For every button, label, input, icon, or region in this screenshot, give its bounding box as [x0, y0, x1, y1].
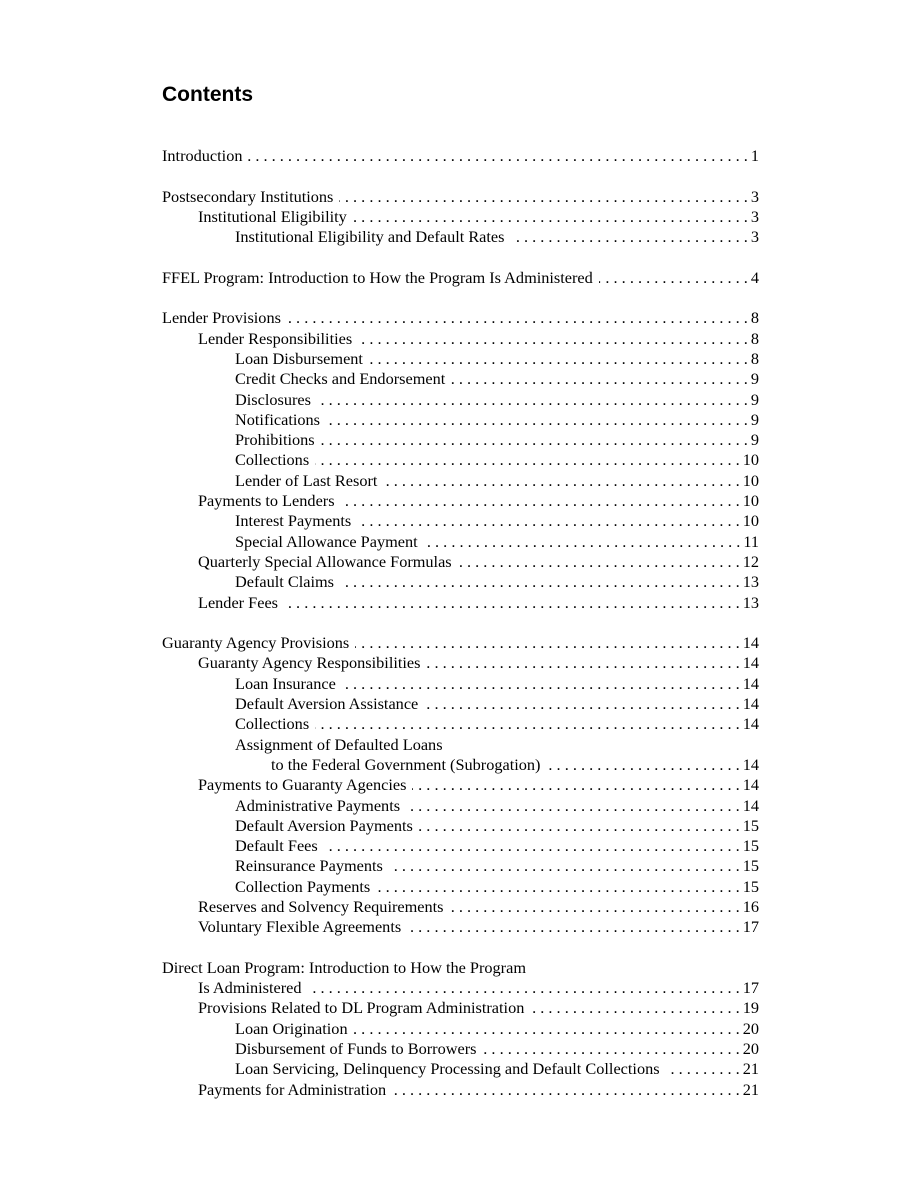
toc-entry	[162, 329, 759, 349]
toc-entry-page-number: 15	[742, 876, 759, 896]
toc-entry-title: Default Aversion Payments	[235, 815, 413, 835]
dot-leader	[376, 877, 740, 897]
toc-entry-page-number: 8	[750, 348, 759, 368]
toc-entry	[162, 532, 759, 552]
dot-leader	[458, 552, 740, 572]
dot-leader	[426, 653, 739, 673]
toc-entry	[162, 755, 759, 775]
dot-leader	[357, 511, 740, 531]
toc-entry	[162, 917, 759, 937]
toc-entry	[162, 369, 759, 389]
toc-entry-title: Credit Checks and Endorsement	[235, 369, 446, 389]
toc-entry-page-number: 14	[742, 754, 759, 774]
toc-entry	[162, 877, 759, 897]
toc-entry	[162, 227, 759, 247]
toc-entry	[162, 491, 759, 511]
toc-entry-page-number: 10	[742, 450, 759, 470]
dot-leader	[482, 1039, 739, 1059]
dot-leader	[406, 796, 740, 816]
toc-entry-title: Lender Fees	[198, 592, 279, 612]
toc-entry	[162, 430, 759, 450]
toc-entry-title: Special Allowance Payment	[235, 531, 418, 551]
toc-entry-title: Default Fees	[235, 836, 318, 856]
toc-entry-title: Collections	[235, 714, 310, 734]
dot-leader	[546, 755, 739, 775]
toc-entry-title: FFEL Program: Introduction to How the Program Is Administered	[162, 267, 593, 287]
dot-leader	[424, 694, 739, 714]
toc-entry-page-number: 15	[742, 836, 759, 856]
dot-leader	[342, 674, 740, 694]
toc-entry	[162, 410, 759, 430]
toc-entry-title: Quarterly Special Allowance Formulas	[198, 551, 452, 571]
toc-entry	[162, 511, 759, 531]
toc-entry	[162, 593, 759, 613]
toc-entry-title: Lender of Last Resort	[235, 470, 378, 490]
dot-leader	[355, 633, 740, 653]
toc-entry-title: Institutional Eligibility and Default Rates	[235, 227, 505, 247]
toc-entry-title: Postsecondary Institutions	[162, 186, 334, 206]
toc-entry	[162, 552, 759, 572]
dot-leader	[450, 897, 740, 917]
toc-entry-page-number: 15	[742, 856, 759, 876]
toc-entry-title: Disbursement of Funds to Borrowers	[235, 1039, 477, 1059]
toc-entry	[162, 146, 759, 166]
toc-entry-page-number: 3	[750, 206, 759, 226]
toc-entry-page-number: 4	[750, 267, 759, 287]
toc-entry-title: Lender Responsibilities	[198, 328, 353, 348]
toc-entry-title: Payments to Guaranty Agencies	[198, 775, 407, 795]
toc-entry-title: Is Administered	[198, 978, 302, 998]
toc-entry	[162, 349, 759, 369]
dot-leader	[340, 572, 740, 592]
toc-entry	[162, 978, 759, 998]
dot-leader	[339, 187, 747, 207]
toc-entry	[162, 1019, 759, 1039]
toc-entry-title: Payments for Administration	[198, 1079, 387, 1099]
toc-entry	[162, 816, 759, 836]
dot-leader	[599, 268, 748, 288]
toc-entry-page-number: 20	[742, 1018, 759, 1038]
toc-entry-title: Guaranty Agency Provisions	[162, 633, 350, 653]
dot-leader	[407, 917, 740, 937]
toc-entry-title: Payments to Lenders	[198, 491, 335, 511]
toc-entry	[162, 308, 759, 328]
toc-entry-title: Voluntary Flexible Agreements	[198, 917, 402, 937]
toc-entry	[162, 897, 759, 917]
toc-entry-page-number: 14	[742, 694, 759, 714]
toc-entry-title: Loan Insurance	[235, 673, 336, 693]
dot-leader	[451, 369, 748, 389]
toc-entry-page-number: 9	[750, 409, 759, 429]
toc-entry-title: Collections	[235, 450, 310, 470]
toc-entry-title: Collection Payments	[235, 876, 371, 896]
toc-entry-title: to the Federal Government (Subrogation)	[271, 754, 541, 774]
toc-entry-title: Loan Disbursement	[235, 348, 363, 368]
toc-entry	[162, 958, 759, 978]
toc-entry-title: Prohibitions	[235, 430, 315, 450]
toc-entry-title: Default Claims	[235, 572, 335, 592]
dot-leader	[412, 775, 739, 795]
dot-leader	[392, 1080, 740, 1100]
toc-entry-page-number: 14	[742, 673, 759, 693]
toc-entry-page-number: 3	[750, 186, 759, 206]
toc-entry-page-number: 14	[742, 795, 759, 815]
toc-entry-page-number: 10	[742, 511, 759, 531]
toc-entry-page-number: 10	[742, 470, 759, 490]
dot-leader	[511, 227, 748, 247]
dot-leader	[666, 1059, 740, 1079]
toc-entry	[162, 1039, 759, 1059]
dot-leader	[530, 998, 739, 1018]
toc-entry	[162, 187, 759, 207]
toc-entry-title: Lender Provisions	[162, 308, 281, 328]
toc-entry-title: Introduction	[162, 146, 243, 165]
toc-entry	[162, 653, 759, 673]
toc-entry-title: Disclosures	[235, 389, 311, 409]
toc-entry-title: Interest Payments	[235, 511, 352, 531]
toc-entry	[162, 268, 759, 288]
dot-leader	[284, 593, 740, 613]
toc-entry-page-number: 8	[750, 308, 759, 328]
dot-leader	[287, 308, 748, 328]
toc-entry	[162, 450, 759, 470]
toc-entry	[162, 796, 759, 816]
toc-entry-page-number: 17	[742, 978, 759, 998]
toc-entry	[162, 674, 759, 694]
toc-entry-page-number: 21	[742, 1059, 759, 1079]
toc-entry-page-number: 20	[742, 1039, 759, 1059]
dot-leader	[358, 329, 748, 349]
toc-entry	[162, 836, 759, 856]
toc-entry-page-number: 8	[750, 328, 759, 348]
toc-entry-title: Provisions Related to DL Program Administration	[198, 998, 525, 1018]
toc-entry-page-number: 14	[742, 775, 759, 795]
toc-entry-title: Reinsurance Payments	[235, 856, 383, 876]
toc-entry-title: Default Aversion Assistance	[235, 694, 419, 714]
dot-leader	[324, 836, 740, 856]
toc-entry-page-number: 3	[750, 227, 759, 247]
toc-entry	[162, 471, 759, 491]
toc-entry-page-number: 19	[742, 998, 759, 1018]
toc-entry-page-number: 14	[742, 714, 759, 734]
toc-entry-page-number: 14	[742, 633, 759, 653]
toc-entry-page-number: 14	[742, 653, 759, 673]
toc-entry	[162, 856, 759, 876]
dot-leader	[369, 349, 748, 369]
dot-leader	[321, 430, 748, 450]
dot-leader	[419, 816, 740, 836]
dot-leader	[424, 532, 741, 552]
dot-leader	[341, 491, 740, 511]
dot-leader	[354, 1019, 740, 1039]
toc-entry-title: Loan Servicing, Delinquency Processing and Default Collections	[235, 1059, 660, 1079]
toc-entry-title: Administrative Payments	[235, 795, 401, 815]
dot-leader	[308, 978, 740, 998]
toc-entry-page-number: 1	[750, 146, 759, 165]
page-title: Contents	[162, 83, 253, 106]
toc-entry	[162, 207, 759, 227]
toc-entry-title: Notifications	[235, 409, 321, 429]
toc-entry	[162, 1059, 759, 1079]
toc-entry	[162, 390, 759, 410]
dot-leader	[353, 207, 748, 227]
dot-leader	[315, 450, 740, 470]
toc-entry-page-number: 9	[750, 430, 759, 450]
dot-leader	[248, 146, 747, 166]
toc-entry-page-number: 11	[743, 531, 759, 551]
toc-entry	[162, 998, 759, 1018]
dot-leader	[317, 390, 748, 410]
toc-entry	[162, 714, 759, 734]
toc-entry-page-number: 10	[742, 491, 759, 511]
dot-leader	[383, 471, 739, 491]
toc-entry-page-number: 13	[742, 572, 759, 592]
toc-entry-title: Institutional Eligibility	[198, 206, 347, 226]
toc-entry-page-number: 9	[750, 369, 759, 389]
toc-entry	[162, 1080, 759, 1100]
toc-entry-title: Assignment of Defaulted Loans	[235, 734, 443, 754]
dot-leader	[326, 410, 748, 430]
toc-entry-title: Guaranty Agency Responsibilities	[198, 653, 421, 673]
toc-entry-title: Loan Origination	[235, 1018, 348, 1038]
toc-entry	[162, 775, 759, 795]
toc-entry-page-number: 17	[742, 917, 759, 937]
toc-entry-title: Reserves and Solvency Requirements	[198, 896, 444, 916]
toc-entry	[162, 572, 759, 592]
table-of-contents	[162, 146, 759, 1100]
toc-entry	[162, 694, 759, 714]
dot-leader	[389, 856, 740, 876]
toc-entry-page-number: 21	[742, 1079, 759, 1099]
toc-entry-page-number: 9	[750, 389, 759, 409]
toc-entry-page-number: 15	[742, 815, 759, 835]
toc-entry-title: Direct Loan Program: Introduction to How the Program	[162, 957, 526, 977]
toc-entry	[162, 633, 759, 653]
toc-entry-page-number: 16	[742, 896, 759, 916]
dot-leader	[315, 714, 740, 734]
toc-entry-page-number: 13	[742, 592, 759, 612]
toc-entry-page-number: 12	[742, 551, 759, 571]
toc-entry	[162, 735, 759, 755]
